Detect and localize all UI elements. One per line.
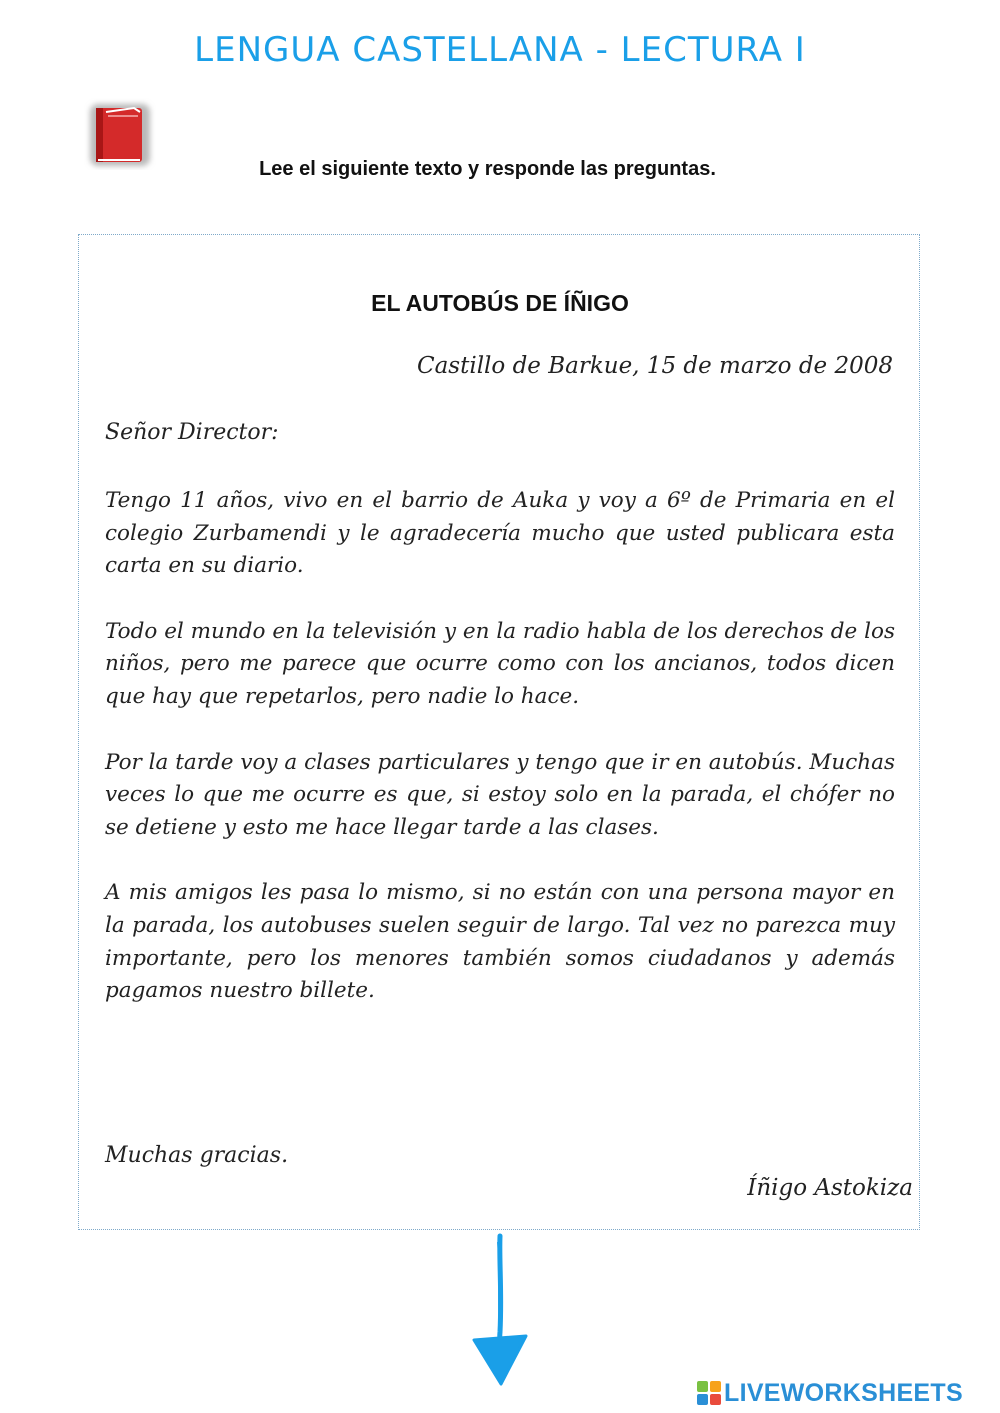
letter-title: EL AUTOBÚS DE ÍÑIGO xyxy=(371,290,629,316)
letter-greeting: Señor Director: xyxy=(105,420,279,445)
letter-signature: Íñigo Astokiza xyxy=(747,1175,913,1201)
letter-paragraph: Por la tarde voy a clases particulares y tengo que ir en autobús. Muchas veces lo que me ocurre es que, si estoy solo en la parada, el chófer no se detiene y esto me hace llegar tarde a las clases. xyxy=(105,749,895,840)
arrow-down-icon xyxy=(468,1232,532,1390)
page-title: LENGUA CASTELLANA - LECTURA I xyxy=(194,30,806,70)
logo-text: LIVEWORKSHEETS xyxy=(724,1378,963,1407)
letter-date: Castillo de Barkue, 15 de marzo de 2008 xyxy=(416,353,893,379)
letter-box xyxy=(78,234,920,1230)
liveworksheets-logo[interactable] xyxy=(697,1378,963,1408)
letter-paragraph: Tengo 11 años, vivo en el barrio de Auka y voy a 6º de Primaria en el colegio Zurbamendi y le agradecería mucho que usted publicara esta carta en su diario. xyxy=(105,488,895,579)
letter-paragraph: Todo el mundo en la televisión y en la radio habla de los derechos de los niños, pero me parece que ocurre como con los ancianos, todos dicen que hay que repetarlos, pero nadie lo hace. xyxy=(105,618,895,709)
letter-paragraph: A mis amigos les pasa lo mismo, si no están con una persona mayor en la parada, los autobuses suelen seguir de largo. Tal vez no parezca muy importante, pero los menores también somos ciudadanos y además pagamos nuestro billete. xyxy=(105,880,895,1004)
logo-mark-icon xyxy=(697,1381,721,1405)
letter-closing: Muchas gracias. xyxy=(105,1143,289,1168)
letter-body xyxy=(105,485,895,1041)
instruction-text: Lee el siguiente texto y responde las preguntas. xyxy=(259,158,716,180)
